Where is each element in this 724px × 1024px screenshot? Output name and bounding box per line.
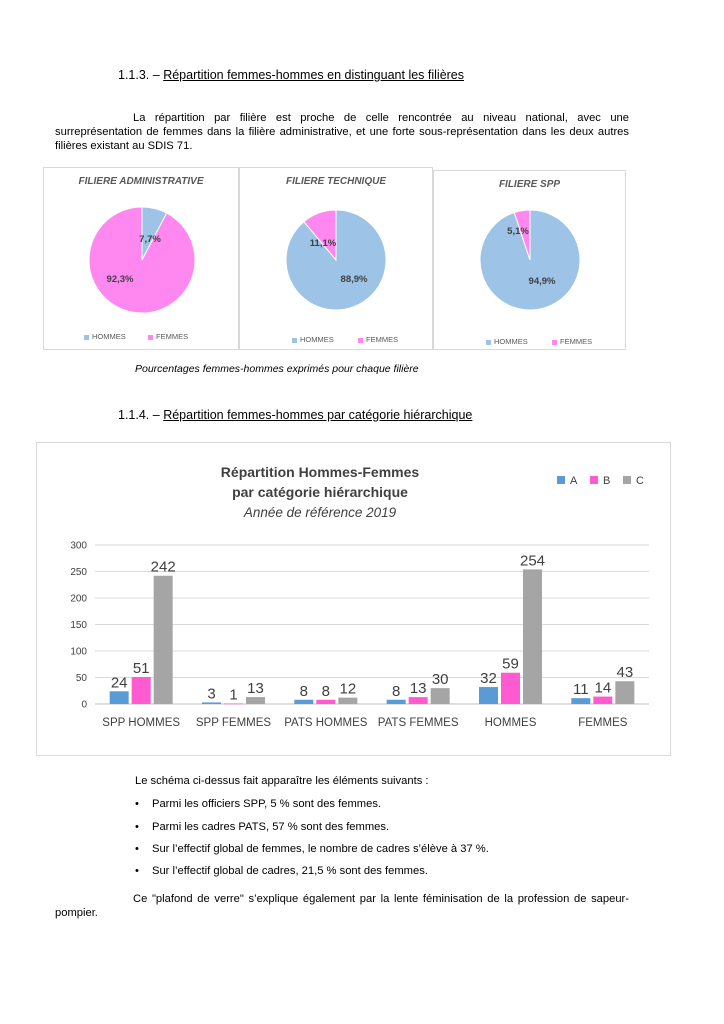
bullet-marker: • (135, 843, 139, 855)
bar-a (294, 700, 313, 704)
data-label: 51 (132, 659, 150, 677)
bar-b (501, 673, 520, 704)
pie-chart-spp (434, 171, 625, 349)
bullet-marker: • (135, 821, 139, 833)
section-heading-1-1-4 (118, 408, 472, 422)
data-label: 32 (480, 670, 497, 688)
bar-b (593, 697, 612, 704)
bar-a (387, 700, 406, 704)
data-label: 30 (431, 671, 449, 689)
figure-caption: Pourcentages femmes-hommes exprimés pour chaque filière (135, 363, 419, 375)
data-label: 254 (519, 552, 546, 570)
x-tick-label: PATS FEMMES (377, 717, 459, 729)
legend-label-c: C (636, 475, 644, 487)
bar-a (479, 687, 498, 704)
legend-hommes: HOMMES (292, 335, 334, 344)
pie-label-femmes: 5,1% (507, 226, 529, 237)
list-item (135, 865, 428, 877)
y-tick-label: 250 (70, 567, 87, 578)
bar-c (246, 697, 265, 704)
data-label: 242 (150, 558, 176, 576)
heading-number: 1.1.4. – (118, 408, 160, 422)
list-item (135, 821, 389, 833)
chart-title-line2: par catégorie hiérarchique (232, 484, 408, 500)
legend-femmes: FEMMES (148, 332, 188, 341)
bar-c (431, 688, 450, 704)
intro-paragraph: La répartition par filière est proche de celle rencontrée au niveau national, avec une surreprésentation de femmes dans la filière administrative, et une forte sous-représentation dans les deux autres filières existant au SDIS 71. (55, 112, 629, 152)
closing-paragraph: Ce "plafond de verre" s’explique également par la lente féminisation de la profession de sapeur-pompier. (55, 893, 629, 919)
bar-b (224, 703, 243, 704)
pie-chart-technique (240, 168, 432, 349)
legend-femmes: FEMMES (358, 335, 398, 344)
bullet-marker: • (135, 798, 139, 810)
data-label: 13 (247, 680, 264, 698)
y-tick-label: 0 (81, 699, 87, 711)
pie-card-technique (239, 167, 433, 350)
x-tick-label: SPP HOMMES (102, 717, 181, 729)
bullet-text: Parmi les officiers SPP, 5 % sont des femmes. (152, 798, 382, 810)
data-label: 13 (409, 680, 427, 698)
heading-title: Répartition femmes-hommes en distinguant les filières (163, 68, 465, 82)
bar-c (154, 576, 173, 704)
heading-title: Répartition femmes-hommes par catégorie hiérarchique (163, 408, 473, 422)
y-tick-label: 50 (75, 673, 87, 684)
data-label: 11 (573, 681, 589, 699)
pie-card-administrative (43, 167, 239, 350)
y-tick-label: 200 (70, 593, 87, 605)
pie-slice-femmes (89, 207, 195, 313)
data-label: 8 (321, 682, 331, 700)
legend-swatch-a (557, 476, 565, 484)
list-item (135, 843, 489, 855)
pie-label-hommes: 94,9% (528, 276, 556, 287)
list-item (135, 798, 381, 810)
bullet-marker: • (135, 865, 139, 877)
legend-label-a: A (570, 475, 578, 487)
y-tick-label: 150 (70, 620, 87, 631)
data-label: 12 (339, 680, 357, 698)
x-tick-label: SPP FEMMES (195, 717, 272, 729)
bar-b (316, 700, 335, 704)
legend-swatch-b (590, 476, 598, 484)
legend-hommes: HOMMES (84, 332, 126, 341)
x-tick-label: FEMMES (578, 717, 628, 729)
pie-title: FILIERE SPP (498, 179, 561, 190)
chart-subtitle: Année de référence 2019 (243, 505, 397, 520)
bar-chart-card (36, 442, 671, 756)
bullet-text: Sur l’effectif global de femmes, le nombre de cadres s’élève à 37 %. (152, 843, 489, 855)
summary-intro: Le schéma ci-dessus fait apparaître les éléments suivants : (135, 775, 429, 787)
bar-a (571, 698, 590, 704)
bar-b (132, 677, 151, 704)
legend-femmes: FEMMES (552, 337, 592, 346)
bar-c (523, 569, 542, 704)
data-label: 14 (594, 679, 612, 697)
bullet-text: Parmi les cadres PATS, 57 % sont des femmes. (152, 821, 390, 833)
legend-label-b: B (603, 475, 611, 487)
chart-title-line1: Répartition Hommes-Femmes (220, 464, 420, 480)
bar-c (615, 681, 634, 704)
bar-chart (37, 443, 670, 755)
pie-label-hommes: 88,9% (340, 274, 368, 285)
data-label: 3 (207, 685, 216, 703)
y-tick-label: 300 (70, 540, 87, 552)
data-label: 8 (299, 682, 309, 700)
heading-number: 1.1.3. – (118, 68, 160, 82)
pie-card-spp (433, 170, 626, 350)
pie-title: FILIERE TECHNIQUE (285, 176, 386, 187)
pie-label-hommes: 7,7% (139, 234, 161, 245)
y-tick-label: 100 (70, 646, 87, 658)
x-tick-label: HOMMES (484, 717, 537, 729)
legend-swatch-c (623, 476, 631, 484)
bar-b (409, 697, 428, 704)
data-label: 8 (391, 682, 401, 700)
bar-a (202, 702, 221, 704)
data-label: 1 (229, 686, 238, 704)
data-label: 43 (616, 664, 634, 682)
pie-label-femmes: 92,3% (106, 274, 134, 285)
legend-hommes: HOMMES (486, 337, 528, 346)
data-label: 24 (110, 674, 128, 692)
bar-a (110, 691, 129, 704)
bullet-text: Sur l’effectif global de cadres, 21,5 % sont des femmes. (152, 865, 428, 877)
x-tick-label: PATS HOMMES (284, 717, 368, 729)
data-label: 59 (502, 655, 519, 673)
pie-chart-administrative (44, 168, 238, 349)
section-heading-1-1-3 (118, 68, 464, 82)
pie-title: FILIERE ADMINISTRATIVE (78, 176, 204, 187)
pie-label-femmes: 11,1% (309, 238, 337, 249)
bar-c (338, 698, 357, 704)
